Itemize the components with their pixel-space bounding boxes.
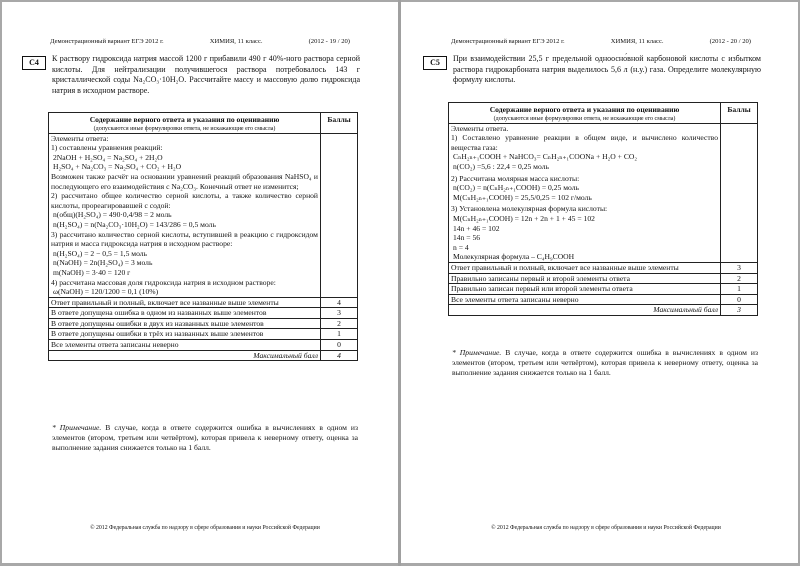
elements-row: [49, 133, 358, 297]
criteria-text: В ответе допущены ошибки в трёх из названных выше элементов: [49, 329, 321, 340]
element-line: 4) рассчитана массовая доля гидроксида натрия в исходном растворе:: [51, 277, 276, 287]
element-formula: M(CₙH₂ₙ₊₁COOH) = 25,5/0,25 = 102 г/моль: [453, 192, 592, 202]
element-line: 2) рассчитано общее количество серной кислоты, а также количество серной кислоты, прореагировавшей с содой:: [51, 191, 318, 210]
criteria-score: 2: [321, 318, 358, 329]
max-score-value: 4: [321, 350, 358, 361]
header-score: Баллы: [321, 113, 358, 134]
element-formula: n(общ)(H₂SO₄) = 490·0,4/98 = 2 моль: [53, 210, 172, 220]
running-head-left: Демонстрационный вариант ЕГЭ 2012 г.: [451, 38, 565, 45]
header-title: Содержание верного ответа и указания по оцениванию: [89, 115, 280, 124]
element-formula: 14n = 56: [453, 233, 481, 243]
criteria-row: [49, 318, 358, 329]
page-footer: © 2012 Федеральная служба по надзору в сфере образования и науки Российской Федерации: [90, 525, 320, 531]
task-label: C5: [423, 56, 447, 70]
running-head: [50, 38, 350, 45]
element-line: 2) Рассчитана молярная масса кислоты:: [451, 173, 580, 183]
elements-score-cell: [721, 123, 758, 262]
criteria-row: [449, 294, 758, 305]
element-formula: n(CO₂) = n(CₙH₂ₙ₊₁COOH) = 0,25 моль: [453, 183, 579, 193]
criteria-row: [449, 273, 758, 284]
header-score: Баллы: [721, 103, 758, 124]
max-score-value: 3: [721, 305, 758, 316]
task-label: C4: [22, 56, 46, 70]
criteria-text: Ответ правильный и полный, включает все названные выше элементы: [449, 262, 721, 273]
table-header-row: [449, 103, 758, 124]
max-score-label: Максимальный балл: [449, 305, 721, 316]
note-label: * Примечание.: [52, 423, 102, 432]
grading-table: [48, 112, 358, 361]
running-head-center: ХИМИЯ, 11 класс.: [209, 38, 263, 45]
criteria-score: 3: [321, 308, 358, 319]
criteria-row: [49, 297, 358, 308]
criteria-score: 0: [721, 294, 758, 305]
task-text: К раствору гидроксида натрия массой 1200 г прибавили 490 г 40%-ного раствора серной кислоты. Для нейтрализации получившегося раствора потребовалось 143 г кристаллической соды Na₂CO₃·10H₂O. Рассчитайте массу и массовую долю гидроксида натрия в исходном растворе.: [52, 54, 360, 95]
running-head-left: Демонстрационный вариант ЕГЭ 2012 г.: [50, 38, 164, 45]
note: [52, 423, 358, 453]
criteria-text: Правильно записан первый или второй элементы ответа: [449, 284, 721, 295]
element-formula: ω(NaOH) = 120/1200 = 0,1 (10%): [53, 287, 159, 297]
task-text: При взаимодействии 25,5 г предельной одноосно́вной карбоновой кислоты с избытком раствора гидрокарбоната натрия выделилось 5,6 л (н.у.) газа. Определите молекулярную формулу кислоты.: [453, 54, 761, 84]
element-line: Возможен также расчёт на основании уравнений реакций образования NaHSO₄ и последующего его взаимодействия с Na₂CO₃. Конечный ответ не изменится;: [51, 171, 318, 191]
running-head-right: (2012 - 19 / 20): [308, 38, 350, 45]
element-formula: M(CₙH₂ₙ₊₁COOH) = 12n + 2n + 1 + 45 = 102: [453, 213, 595, 223]
element-formula: 14n + 46 = 102: [453, 223, 500, 233]
max-score-label: Максимальный балл: [49, 350, 321, 361]
criteria-score: 1: [321, 329, 358, 340]
element-line: 3) Установлена молекулярная формула кислоты:: [451, 204, 608, 214]
table-header-content: [449, 103, 721, 124]
element-formula: n(NaOH) = 2n(H₂SO₄) = 3 моль: [53, 258, 153, 268]
running-head: [451, 38, 751, 45]
element-formula: n(CO₂) =5,6 : 22,4 = 0,25 моль: [453, 161, 549, 171]
running-head-right: (2012 - 20 / 20): [709, 38, 751, 45]
criteria-text: Правильно записаны первый и второй элементы ответа: [449, 273, 721, 284]
element-formula: n(H₂SO₄) = 2 − 0,5 = 1,5 моль: [53, 248, 148, 258]
element-formula: CₙH₂ₙ₊₁COOH + NaHCO₃= CₙH₂ₙ₊₁COONa + H₂O + CO₂: [453, 152, 638, 162]
page-20: [401, 0, 799, 566]
criteria-row: [49, 329, 358, 340]
element-line: 3) рассчитано количество серной кислоты, вступившей в реакцию с гидроксидом натрия и масса гидроксида натрия в исходном растворе:: [51, 229, 318, 249]
criteria-score: 2: [721, 273, 758, 284]
table-header-content: [49, 113, 321, 134]
page-19: [0, 0, 398, 566]
element-formula: n(H₂SO₄) = n(Na₂CO₃·10H₂O) = 143/286 = 0,5 моль: [53, 219, 216, 229]
criteria-text: Все элементы ответа записаны неверно: [49, 340, 321, 351]
elements-score-cell: [321, 133, 358, 297]
elements-title: Элементы ответа.: [451, 123, 509, 133]
element-formula: n = 4: [453, 242, 469, 252]
elements-title: Элементы ответа:: [51, 133, 109, 143]
max-score-row: [449, 305, 758, 316]
criteria-score: 1: [721, 284, 758, 295]
criteria-score: 0: [321, 340, 358, 351]
criteria-score: 3: [721, 262, 758, 273]
header-subtitle: (допускаются иные формулировки ответа, не искажающие его смысла): [493, 115, 676, 122]
elements-cell: [49, 133, 321, 297]
criteria-score: 4: [321, 297, 358, 308]
element-line: 1) Составлено уравнение реакции в общем виде, и вычислено количество вещества газа:: [451, 133, 718, 152]
table-header-row: [49, 113, 358, 134]
grading-table: [448, 102, 758, 316]
criteria-text: Все элементы ответа записаны неверно: [449, 294, 721, 305]
header-title: Содержание верного ответа и указания по оцениванию: [489, 105, 680, 114]
page-footer: © 2012 Федеральная служба по надзору в сфере образования и науки Российской Федерации: [491, 525, 721, 531]
criteria-row: [49, 308, 358, 319]
elements-row: [449, 123, 758, 262]
criteria-text: В ответе допущена ошибка в одном из названных выше элементов: [49, 308, 321, 319]
elements-cell: [449, 123, 721, 262]
criteria-row: [449, 262, 758, 273]
criteria-row: [449, 284, 758, 295]
element-formula: Молекулярная формула – C₄H₉COOH: [453, 252, 575, 262]
header-subtitle: (допускаются иные формулировки ответа, не искажающие его смысла): [93, 125, 276, 132]
running-head-center: ХИМИЯ, 11 класс.: [610, 38, 664, 45]
max-score-row: [49, 350, 358, 361]
element-formula: 2NaOH + H₂SO₄ = Na₂SO₄ + 2H₂O: [53, 152, 163, 162]
note-label: * Примечание.: [452, 348, 502, 357]
note-text: В случае, когда в ответе содержится ошибка в вычислениях в одном из элементов (втором, третьем или четвёртом), которая привела к неверному ответу, оценка за выполнение задания снижается только на 1 балл.: [452, 348, 758, 377]
element-formula: H₂SO₄ + Na₂CO₃ = Na₂SO₄ + CO₂ + H₂O: [53, 162, 182, 172]
criteria-text: Ответ правильный и полный, включает все названные выше элементы: [49, 297, 321, 308]
note-text: В случае, когда в ответе содержится ошибка в вычислениях в одном из элементов (втором, третьем или четвёртом), которая привела к неверному ответу, оценка за выполнение задания снижается только на 1 балл.: [52, 423, 358, 452]
element-formula: m(NaOH) = 3·40 = 120 г: [53, 267, 131, 277]
criteria-row: [49, 340, 358, 351]
note: [452, 348, 758, 378]
criteria-text: В ответе допущены ошибки в двух из названных выше элементов: [49, 318, 321, 329]
element-line: 1) составлены уравнения реакций:: [51, 143, 163, 153]
